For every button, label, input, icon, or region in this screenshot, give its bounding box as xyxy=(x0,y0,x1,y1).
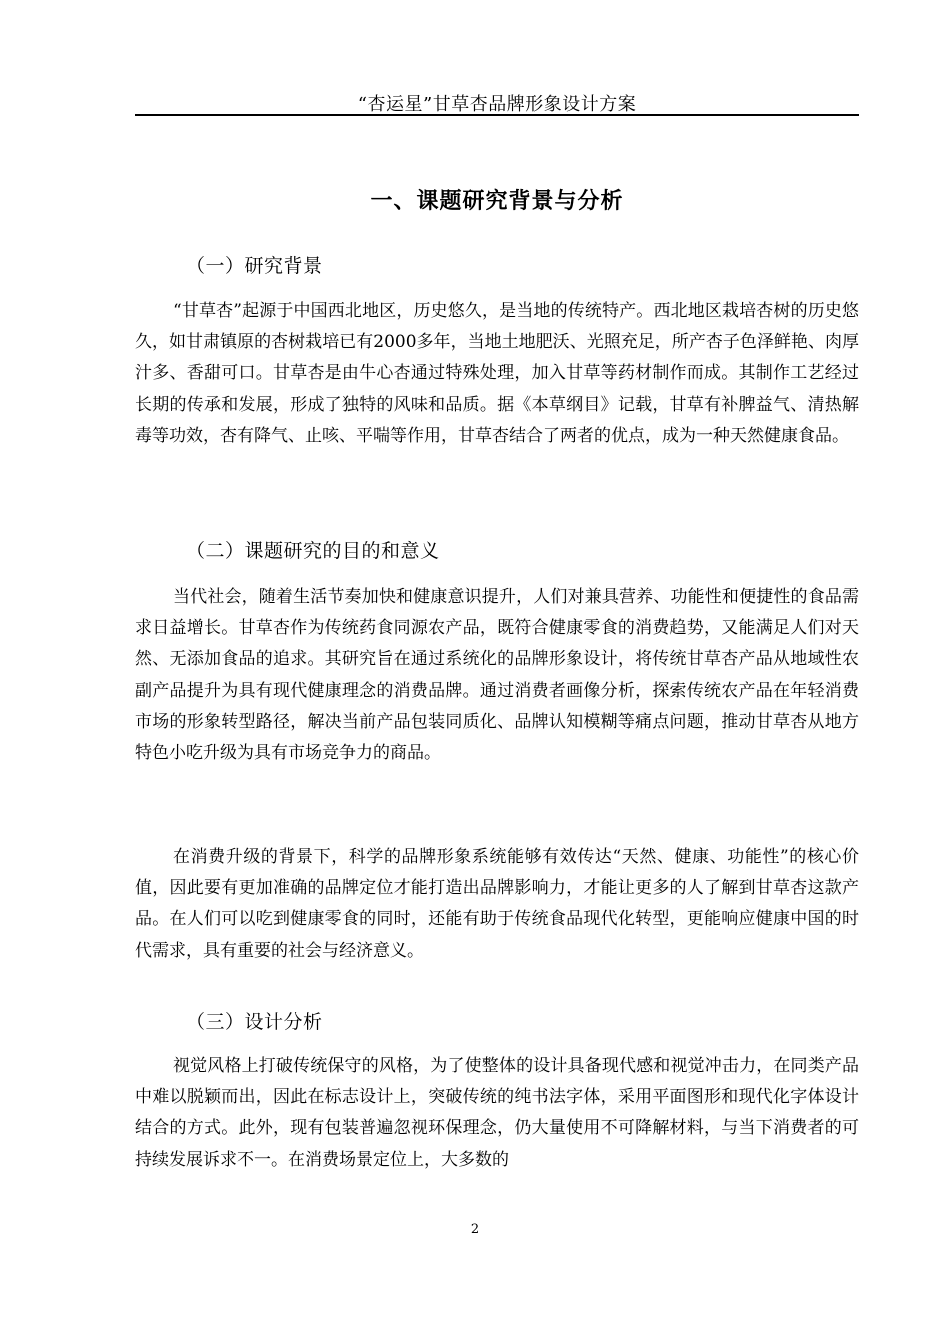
paragraph-design-analysis: 视觉风格上打破传统保守的风格，为了使整体的设计具备现代感和视觉冲击力，在同类产品中难以脱颖而出，因此在标志设计上，突破传统的纯书法字体，采用平面图形和现代化字体设计结合的方式。此外，现有包装普遍忽视环保理念，仍大量使用不可降解材料，与当下消费者的可持续发展诉求不一。在消费场景定位上，大多数的 xyxy=(135,1056,859,1170)
paragraph-purpose-significance-2: 在消费升级的背景下，科学的品牌形象系统能够有效传达“天然、健康、功能性”的核心价值，因此要有更加准确的品牌定位才能打造出品牌影响力，才能让更多的人了解到甘草杏这款产品。在人们可以吃到健康零食的同时，还能有助于传统食品现代化转型，更能响应健康中国的时代需求，具有重要的社会与经济意义。 xyxy=(135,847,859,961)
page-number: 2 xyxy=(470,1222,480,1237)
page-header xyxy=(135,84,859,116)
paragraph-purpose-significance-1: 当代社会，随着生活节奏加快和健康意识提升，人们对兼具营养、功能性和便捷性的食品需求日益增长。甘草杏作为传统药食同源农产品，既符合健康零食的消费趋势，又能满足人们对天然、无添加食品的追求。其研究旨在通过系统化的品牌形象设计，将传统甘草杏产品从地域性农副产品提升为具有现代健康理念的消费品牌。通过消费者画像分析，探索传统农产品在年轻消费市场的形象转型路径，解决当前产品包装同质化、品牌认知模糊等痛点问题，推动甘草杏从地方特色小吃升级为具有市场竞争力的商品。 xyxy=(135,587,859,764)
section-heading-design-analysis: （三）设计分析 xyxy=(186,1011,323,1033)
header-title: “杏运星”甘草杏品牌形象设计方案 xyxy=(357,94,637,115)
section-heading-research-background: （一）研究背景 xyxy=(186,255,323,277)
chapter-title: 一、课题研究背景与分析 xyxy=(370,189,624,214)
section-heading-purpose-significance: （二）课题研究的目的和意义 xyxy=(186,540,440,562)
paragraph-research-background: “甘草杏”起源于中国西北地区，历史悠久，是当地的传统特产。西北地区栽培杏树的历史悠久，如甘肃镇原的杏树栽培已有2000多年，当地土地肥沃、光照充足，所产杏子色泽鲜艳、肉厚汁多、香甜可口。甘草杏是由牛心杏通过特殊处理，加入甘草等药材制作而成。其制作工艺经过长期的传承和发展，形成了独特的风味和品质。据《本草纲目》记载，甘草有补脾益气、清热解毒等功效，杏有降气、止咳、平喘等作用，甘草杏结合了两者的优点，成为一种天然健康食品。 xyxy=(135,301,859,446)
